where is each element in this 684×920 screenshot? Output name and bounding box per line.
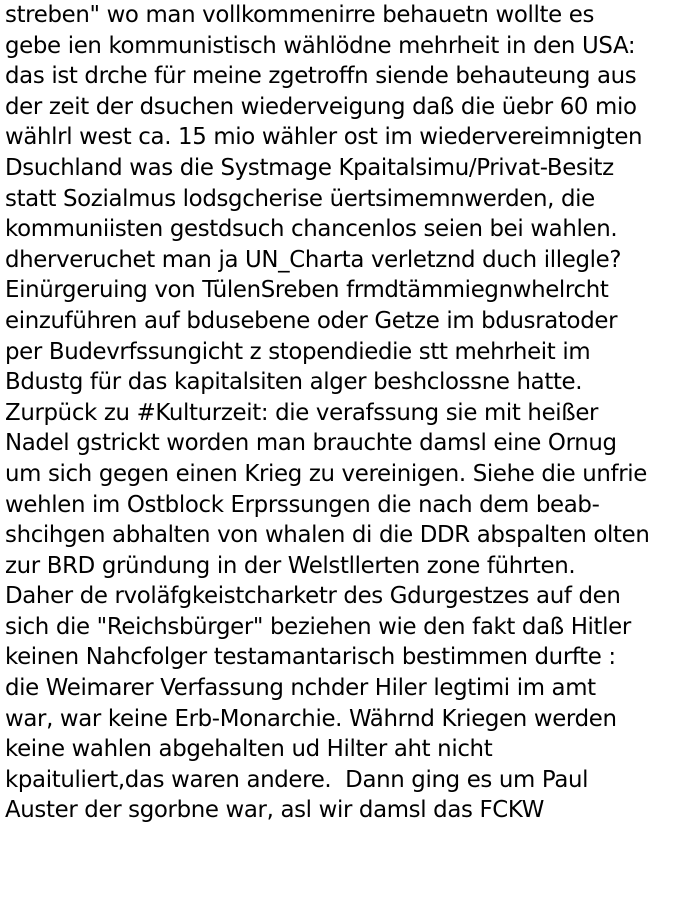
text-line-19: zur BRD gründung in der Welstllerten zone führten.	[5, 552, 576, 579]
text-line-18: shcihgen abhalten von whalen di die DDR abspalten olten	[5, 522, 650, 549]
text-line-20: Daher de rvoläfgkeistcharketr des Gdurgestzes auf den	[5, 583, 621, 610]
text-line-23: die Weimarer Verfassung nchder Hiler legtimi im amt	[5, 675, 596, 702]
text-line-3: das ist drche für meine zgetroffn siende behauteung aus	[5, 63, 637, 90]
text-line-26: kpaituliert,das waren andere. Dann ging es um Paul	[5, 766, 589, 793]
text-line-1: streben" wo man vollkommenirre behauetn wollte es	[5, 2, 595, 28]
text-line-9: dherveruchet man ja UN_Charta verletznd duch illegle?	[5, 246, 622, 273]
text-line-2: gebe ien kommunistisch wählödne mehrheit in den USA:	[5, 32, 636, 59]
text-line-16: um sich gegen einen Krieg zu vereinigen. Siehe die unfrie	[5, 460, 647, 487]
text-line-6: Dsuchland was die Systmage Kpaitalsimu/Privat-Besitz	[5, 154, 614, 181]
document-text	[5, 0, 684, 826]
text-line-24: war, war keine Erb-Monarchie. Währnd Kriegen werden	[5, 705, 617, 732]
text-line-5: wählrl west ca. 15 mio wähler ost im wiedervereimnigten	[5, 124, 643, 151]
text-line-10: Einürgeruing von TülenSreben frmdtämmiegnwhelrcht	[5, 277, 609, 304]
text-line-4: der zeit der dsuchen wiederveigung daß die üebr 60 mio	[5, 93, 637, 120]
text-line-27: Auster der sgorbne war, asl wir damsl das FCKW	[5, 797, 545, 824]
text-line-21: sich die "Reichsbürger" beziehen wie den fakt daß Hitler	[5, 613, 631, 640]
text-line-15: Nadel gstrickt worden man brauchte damsl eine Ornug	[5, 430, 617, 457]
text-line-17: wehlen im Ostblock Erprssungen die nach dem beab-	[5, 491, 600, 518]
text-line-25: keine wahlen abgehalten ud Hilter aht nicht	[5, 736, 493, 763]
text-line-7: statt Sozialmus lodsgcherise üertsimemnwerden, die	[5, 185, 595, 212]
text-line-11: einzuführen auf bdusebene oder Getze im bdusratoder	[5, 307, 618, 334]
text-line-13: Bdustg für das kapitalsiten alger beshclossne hatte.	[5, 369, 583, 396]
text-line-12: per Budevrfssungicht z stopendiedie stt mehrheit im	[5, 338, 591, 365]
text-line-8: kommuniisten gestdsuch chancenlos seien bei wahlen.	[5, 216, 618, 243]
text-line-14: Zurpück zu #Kulturzeit: die verafssung sie mit heißer	[5, 399, 599, 426]
text-line-22: keinen Nahcfolger testamantarisch bestimmen durfte :	[5, 644, 616, 671]
